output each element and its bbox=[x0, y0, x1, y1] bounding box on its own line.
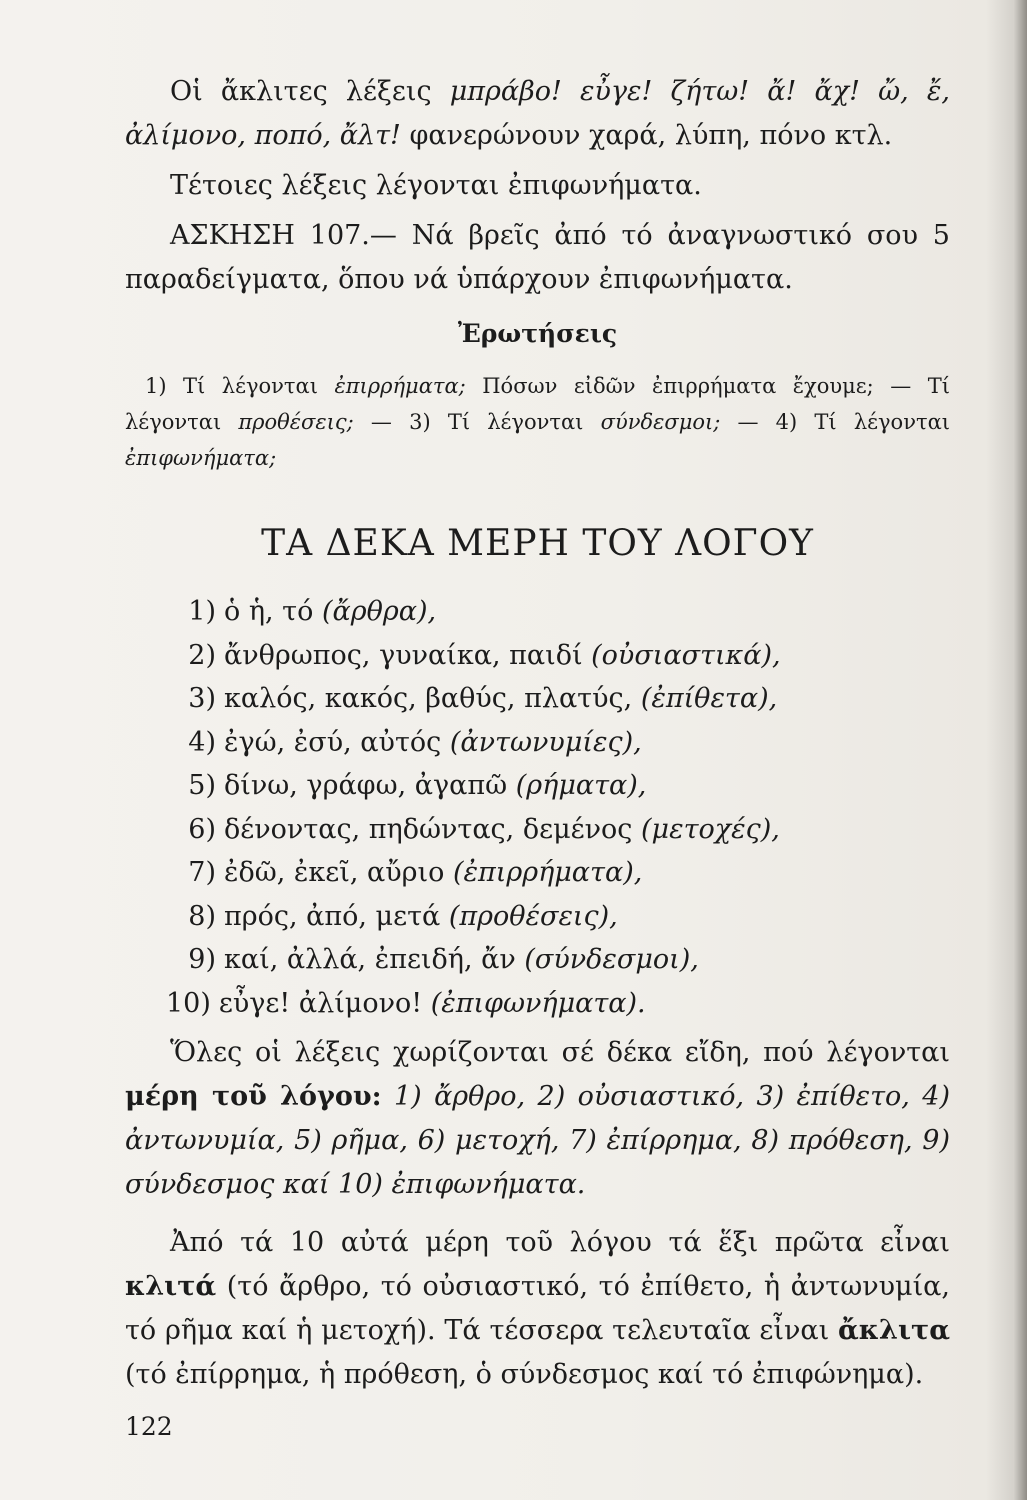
item-number: 10) bbox=[166, 987, 211, 1019]
item-words: καλός, κακός, βαθύς, πλατύς, bbox=[224, 683, 633, 714]
item-category: (οὐσιαστικά), bbox=[591, 639, 781, 671]
questions-paragraph bbox=[125, 368, 950, 476]
item-number: 6) bbox=[188, 813, 216, 845]
list-item bbox=[180, 938, 950, 982]
interjections-definition: Τέτοιες λέξεις λέγονται ἐπιφωνήματα. bbox=[170, 170, 702, 201]
item-category: (ἐπιρρήματα), bbox=[452, 857, 643, 888]
intro-text-end: φανερώνουν χαρά, λύπη, πόνο κτλ. bbox=[400, 120, 893, 151]
item-category: (σύνδεσμοι), bbox=[524, 944, 699, 975]
item-number: 1) bbox=[188, 596, 216, 627]
closing-bold-inflected: κλιτά bbox=[125, 1271, 217, 1302]
question-3-text: — 3) Τί λέγονται bbox=[353, 410, 601, 434]
list-item bbox=[180, 677, 950, 721]
question-3-term: σύνδεσμοι; bbox=[600, 410, 721, 434]
item-category: (ἐπίθετα), bbox=[640, 683, 778, 714]
item-words: δένοντας, πηδώντας, δεμένος bbox=[224, 813, 633, 845]
list-item bbox=[180, 808, 950, 852]
item-words: ἐγώ, ἐσύ, αὐτός bbox=[224, 726, 442, 758]
questions-title: Ἐρωτήσεις bbox=[457, 319, 618, 348]
item-words: δίνω, γράφω, ἀγαπῶ bbox=[224, 770, 508, 801]
question-1-text: 1) Τί λέγονται bbox=[145, 374, 335, 398]
item-number: 3) bbox=[188, 683, 216, 714]
item-number: 5) bbox=[188, 770, 216, 801]
item-number: 7) bbox=[188, 857, 216, 888]
item-category: (ἀντωνυμίες), bbox=[449, 726, 642, 758]
item-number: 4) bbox=[188, 726, 216, 758]
item-number: 9) bbox=[188, 944, 216, 975]
summary-text: Ὅλες οἱ λέξεις χωρίζονται σέ δέκα εἴδη, πού λέγονται bbox=[170, 1037, 950, 1068]
closing-text-c: (τό ἐπίρρημα, ἡ πρόθεση, ὁ σύνδεσμος καί τό ἐπιφώνημα). bbox=[125, 1359, 924, 1390]
list-item bbox=[180, 590, 950, 634]
list-item bbox=[180, 634, 950, 678]
exercise-107: ΑΣΚΗΣΗ 107.— Νά βρεῖς ἀπό τό ἀναγνωστικό σου 5 παραδείγματα, ὅπου νά ὑπάρχουν ἐπιφωνήματα. bbox=[125, 220, 950, 295]
list-item bbox=[180, 721, 950, 765]
item-words: ἄνθρωπος, γυναίκα, παιδί bbox=[224, 639, 583, 671]
item-words: καί, ἀλλά, ἐπειδή, ἄν bbox=[224, 944, 516, 975]
item-category: (ρήματα), bbox=[515, 770, 647, 801]
item-category: (μετοχές), bbox=[641, 813, 780, 845]
interjections-intro-paragraph bbox=[125, 70, 950, 158]
summary-paragraph bbox=[125, 1031, 950, 1207]
page-content bbox=[125, 70, 950, 1397]
item-words: πρός, ἀπό, μετά bbox=[224, 900, 441, 932]
list-item bbox=[180, 851, 950, 895]
closing-text-a: Ἀπό τά 10 αὐτά μέρη τοῦ λόγου τά ἕξι πρῶτα εἶναι bbox=[170, 1227, 950, 1258]
question-2-term: προθέσεις; bbox=[238, 410, 354, 434]
item-number: 8) bbox=[188, 900, 216, 932]
closing-bold-uninflected: ἄκλιτα bbox=[838, 1315, 950, 1346]
item-category: (ἐπιφωνήματα). bbox=[430, 987, 646, 1019]
book-spine-shadow bbox=[1013, 0, 1027, 1500]
summary-list: 1) ἄρθρο, 2) οὐσιαστικό, 3) ἐπίθετο, 4) ἀντωνυμία, 5) ρῆμα, 6) μετοχή, 7) ἐπίρρημα, 8) πρόθεση, 9) σύνδεσμος καί 10) ἐπιφωνήματα. bbox=[125, 1081, 950, 1200]
item-words: εὖγε! ἀλίμονο! bbox=[218, 987, 423, 1019]
list-item bbox=[180, 764, 950, 808]
section-heading: ΤΑ ΔΕΚΑ ΜΕΡΗ ΤΟΥ ΛΟΓΟΥ bbox=[261, 523, 814, 564]
item-words: ἐδῶ, ἐκεῖ, αὔριο bbox=[224, 857, 445, 888]
item-words: ὁ ἡ, τό bbox=[224, 596, 314, 627]
question-1-term: ἐπιρρήματα; bbox=[334, 374, 466, 398]
closing-text-b: (τό ἄρθρο, τό οὐσιαστικό, τό ἐπίθετο, ἡ ἀντωνυμία, τό ρῆμα καί ἡ μετοχή). Τά τέσσερα τελευταῖα εἶναι bbox=[125, 1271, 950, 1346]
summary-bold-term: μέρη τοῦ λόγου: bbox=[125, 1081, 382, 1112]
list-item bbox=[180, 895, 950, 939]
page-number: 122 bbox=[125, 1412, 173, 1441]
list-item bbox=[166, 982, 950, 1026]
item-category: (προθέσεις), bbox=[448, 900, 618, 932]
item-category: (ἄρθρα), bbox=[321, 596, 437, 627]
intro-interjection-examples: μπράβο! εὖγε! ζήτω! ἄ! ἄχ! ὤ, ἔ, ἀλίμονο, ποπό, ἄλτ! bbox=[125, 76, 950, 151]
question-4-term: ἐπιφωνήματα; bbox=[125, 446, 277, 470]
question-4-text: — 4) Τί λέγονται bbox=[720, 410, 950, 434]
closing-paragraph bbox=[125, 1221, 950, 1397]
parts-of-speech-list bbox=[125, 590, 950, 1025]
item-number: 2) bbox=[188, 639, 216, 671]
intro-text-start: Οἱ ἄκλιτες λέξεις bbox=[170, 76, 450, 107]
question-2-text: Πόσων εἰδῶν ἐπιρρήματα ἔχουμε; — Τί λέγονται bbox=[125, 374, 950, 434]
